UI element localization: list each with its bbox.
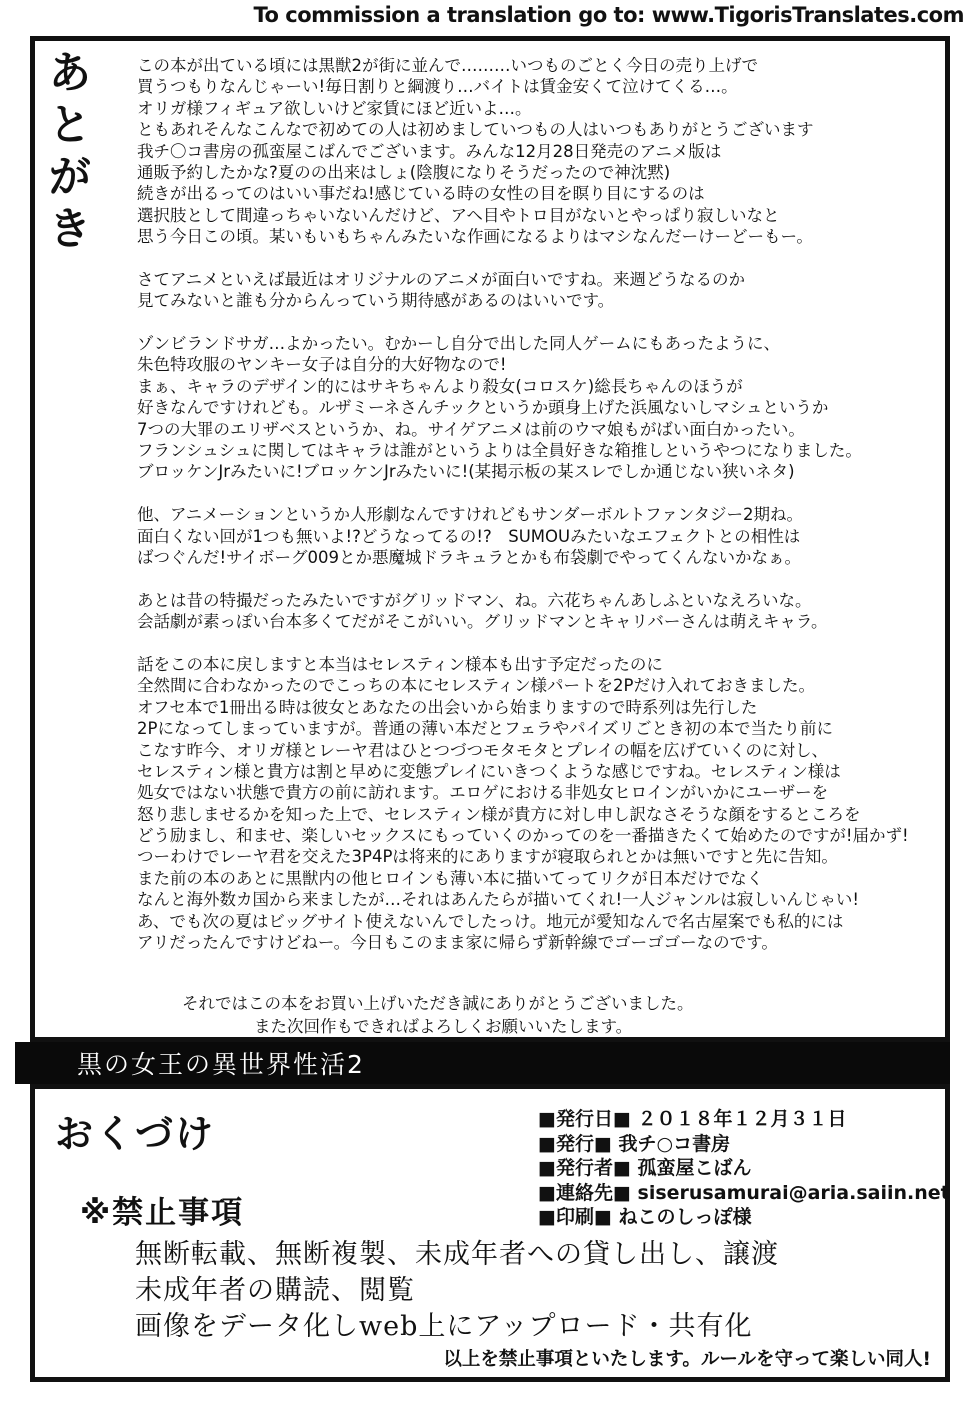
detail-value: siserusamurai@aria.saiin.net xyxy=(630,1181,950,1204)
detail-value: 我チ○コ書房 xyxy=(611,1132,731,1155)
text-line: セレスティン様と貴方は割と早めに変態プレイにいきつくような感じですね。セレスティン様は xyxy=(137,761,841,781)
text-line: 続きが出るってのはいい事だね!感じている時の女性の目を瞑り目にするのは xyxy=(137,184,705,204)
text-line: 通販予約したかな?夏のの出来はしょ(陰腹になりそうだったので神沈黙) xyxy=(137,162,671,182)
text-line: フランシュシュに関してはキャラは誰がというよりは全員好きな箱推しというやつになりました。 xyxy=(137,441,862,461)
text-line: ブロッケンJrみたいに!ブロッケンJrみたいに!(某掲示板の某スレでしか通じない狭いネタ) xyxy=(137,462,795,482)
closing-block xyxy=(137,992,937,1038)
text-line: 見てみないと誰も分からんっていう期待感があるのはいいです。 xyxy=(137,291,615,311)
text-line: 話をこの本に戻しますと本当はセレスティン様本も出す予定だったのに xyxy=(137,654,663,674)
footer-note: 以上を禁止事項といたします。ルールを守って楽しい同人! xyxy=(443,1349,931,1370)
text-line: 他、アニメーションというか人形劇なんですけれどもサンダーボルトファンタジー2期ね。 xyxy=(137,505,804,525)
text-line: 面白くない回が1つも無いよ!?どうなってるの!? SUMOUみたいなエフェクトとの相性は xyxy=(137,526,801,546)
closing-line: また次回作もできればよろしくお願いいたします。 xyxy=(254,1017,633,1037)
colophon-detail-line xyxy=(538,1205,950,1230)
text-line: 未成年者の購読、閲覧 xyxy=(135,1275,415,1306)
text-line: こなす昨今、オリガ様とレーヤ君はひとつづつモタモタとプレイの幅を広げていくのに対し、 xyxy=(137,740,829,760)
detail-value: ねこのしっぽ様 xyxy=(611,1206,752,1228)
text-line: ばつぐんだ!サイボーグ009とか悪魔城ドラキュラとかも布袋劇でやってくんないかなぁ。 xyxy=(137,547,801,567)
afterword-box xyxy=(30,36,950,1042)
book-title-bar xyxy=(15,1042,950,1084)
colophon-detail-line xyxy=(538,1181,950,1206)
detail-label: ■連絡先■ xyxy=(538,1181,631,1204)
text-line: 好きなんですけれども。ルザミーネさんチックというか頭身上げた浜風ないしマシュというか xyxy=(137,398,829,418)
text-line: 朱色特攻服のヤンキー女子は自分的大好物なので! xyxy=(137,355,507,375)
text-line: アリだったんですけどねー。今日もこのまま家に帰らず新幹線でゴーゴゴーなのです。 xyxy=(137,933,778,953)
afterword-title: あとがき xyxy=(40,49,91,257)
text-line: あ、でも次の夏はビッグサイト使えないんでしたっけ。地元が愛知なんで名古屋案でも私的には xyxy=(137,911,844,931)
text-line xyxy=(137,248,937,269)
text-line: この本が出ている頃には黒獣2が街に並んで………いつものごとく今日の売り上げで xyxy=(137,56,758,75)
text-line: 7つの大罪のエリザベスというか、ね。サイゲアニメは前のウマ娘もがばい面白かったい。 xyxy=(137,419,805,439)
detail-value: ２０１８年１２月３１日 xyxy=(630,1108,847,1130)
colophon-title: おくづけ xyxy=(55,1112,216,1156)
text-line: 画像をデータ化しweb上にアップロード・共有化 xyxy=(135,1311,753,1342)
text-line: 会話劇が素っぽい台本多くてだがそこがいい。グリッドマンとキャリバーさんは萌えキャラ。 xyxy=(137,612,828,632)
colophon-detail-line xyxy=(538,1132,950,1157)
text-line: ともあれそんなこんなで初めての人は初めましていつもの人はいつもありがとうございます xyxy=(137,120,814,140)
book-title: 黒の女王の異世界性活2 xyxy=(77,1050,365,1079)
colophon-detail-line xyxy=(538,1107,950,1132)
translation-credit-header: To commission a translation go to: www.TigorisTranslates.com xyxy=(253,3,964,27)
detail-label: ■発行日■ xyxy=(538,1108,631,1130)
detail-value: 孤蛮屋こばん xyxy=(630,1157,752,1179)
text-line: 無断転載、無断複製、未成年者への貸し出し、譲渡 xyxy=(135,1239,779,1270)
text-line: 買うつもりなんじゃーい!毎日割りと綱渡り…バイトは賃金安くて泣けてくる…。 xyxy=(137,77,738,97)
colophon-box xyxy=(30,1084,950,1382)
text-line: 2Pになってしまっていますが。普通の薄い本だとフェラやパイズリごとき初の本で当たり前に xyxy=(137,719,833,739)
text-line: まぁ、キャラのデザイン的にはサキちゃんより殺女(コロスケ)総長ちゃんのほうが xyxy=(137,376,743,396)
text-line: 思う今日この頃。某いもいもちゃんみたいな作画になるよりはマシなんだーけーどーもー。 xyxy=(137,227,813,247)
text-line: 怒り悲しませるかを知った上で、セレスティン様が貴方に対し申し訳なさそうな顔をするところを xyxy=(137,804,861,824)
afterword-body xyxy=(137,55,937,1038)
text-line xyxy=(137,312,937,333)
text-line: 我チ〇コ書房の孤蛮屋こばんでございます。みんな12月28日発売のアニメ版は xyxy=(137,141,722,161)
text-line: どう励まし、和ませ、楽しいセックスにもっていくのかってのを一番描きたくて始めたのですが!届かず! xyxy=(137,826,909,846)
text-line: ゾンビランドサガ…よかったい。むかーし自分で出した同人ゲームにもあったように、 xyxy=(137,334,781,354)
prohibited-list xyxy=(135,1237,779,1345)
text-line: 全然間に合わなかったのでこっちの本にセレスティン様パートを2Pだけ入れておきました。 xyxy=(137,676,815,696)
text-line: あとは昔の特撮だったみたいですがグリッドマン、ね。六花ちゃんあしふといなえろいな。 xyxy=(137,590,812,610)
colophon-detail-line xyxy=(538,1156,950,1181)
text-line: また前の本のあとに黒獣内の他ヒロインも薄い本に描いてってリクが日本だけでなく xyxy=(137,868,764,888)
text-line: なんと海外数カ国から来ましたが…それはあんたらが描いてくれ!一人ジャンルは寂しいんじゃい! xyxy=(137,890,859,910)
text-line: 処女ではない状態で貴方の前に訪れます。エロゲにおける非処女ヒロインがいかにユーザーを xyxy=(137,783,829,803)
text-line: オフセ本で1冊出る時は彼女とあなたの出会いから始まりますので時系列は先行した xyxy=(137,697,758,717)
prohibited-heading: ※禁止事項 xyxy=(80,1195,245,1231)
afterword-lines xyxy=(137,55,937,953)
colophon-details xyxy=(538,1107,950,1230)
text-line xyxy=(137,483,937,504)
text-line: さてアニメといえば最近はオリジナルのアニメが面白いですね。来週どうなるのか xyxy=(137,269,746,289)
text-line xyxy=(137,568,937,589)
text-line: オリガ様フィギュア欲しいけど家賃にほど近いよ…。 xyxy=(137,98,532,118)
detail-label: ■印刷■ xyxy=(538,1206,612,1228)
detail-label: ■発行■ xyxy=(538,1132,612,1155)
text-line: 選択肢として間違っちゃいないんだけど、アヘ目やトロ目がないとやっぱり寂しいなと xyxy=(137,205,780,225)
text-line: つーわけでレーヤ君を交えた3P4Pは将来的にありますが寝取られとかは無いですと先に告知。 xyxy=(137,847,838,867)
text-line xyxy=(137,633,937,654)
closing-line: それではこの本をお買い上げいただき誠にありがとうございました。 xyxy=(182,994,694,1014)
detail-label: ■発行者■ xyxy=(538,1157,631,1179)
